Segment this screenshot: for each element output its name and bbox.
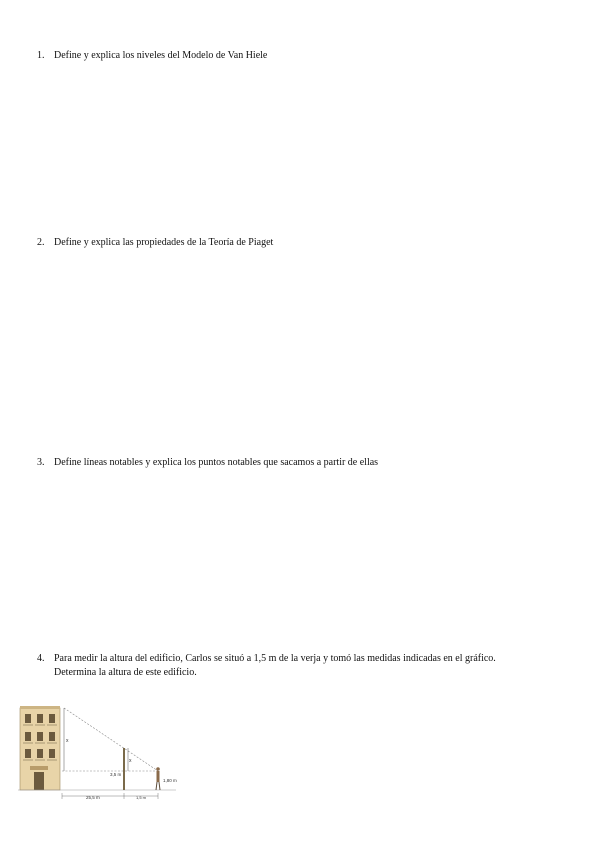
question-number: 1. [37,50,45,61]
building-diagram [16,702,186,802]
fence-height-label: 3,5 m [110,772,122,777]
sight-line [64,708,158,771]
building-height-label: x [66,738,69,744]
building-illustration [20,706,60,790]
question-line: Define y explica las propiedades de la Teoría de Piaget [54,237,274,248]
question-4 [37,652,577,680]
person-height-label: 1,80 m [163,778,177,783]
question-text [54,652,577,680]
question-2 [37,236,577,250]
question-text [54,236,577,250]
distance-fence-person-label: 1,5 m [136,795,147,800]
question-number: 4. [37,653,45,664]
fence [123,748,125,790]
question-text [54,49,577,63]
question-number: 2. [37,237,45,248]
question-number: 3. [37,457,45,468]
question-line: Para medir la altura del edificio, Carlos se situó a 1,5 m de la verja y tomó las medidas indicadas en el gráfico. [54,653,496,664]
fence-height-var-label: x [129,758,132,764]
question-line: Define y explica los niveles del Modelo de Van Hiele [54,50,268,61]
question-line: Define líneas notables y explica los puntos notables que sacamos a partir de ellas [54,457,379,468]
question-line: Determina la altura de este edificio. [54,667,197,678]
question-text [54,456,577,470]
question-1 [37,49,577,63]
question-3 [37,456,577,470]
building-diagram-svg [16,702,186,802]
distance-building-fence-label: 25,5 m [86,795,100,800]
person-figure [156,767,160,790]
